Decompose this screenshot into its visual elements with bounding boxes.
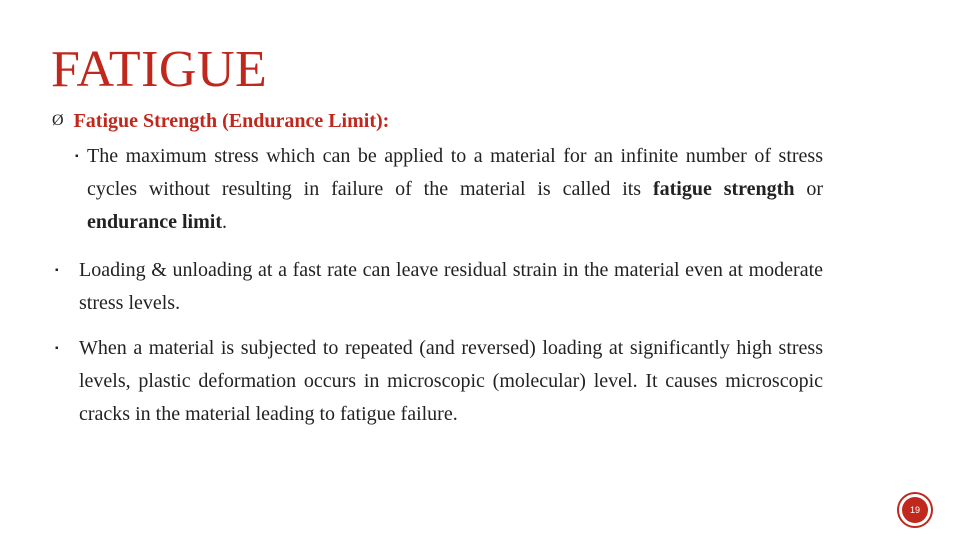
section-heading — [52, 108, 389, 134]
slide-margin — [0, 0, 14, 540]
loading-text: Loading & unloading at a fast rate can leave residual strain in the material even at moderate stress levels. — [79, 259, 823, 314]
term-endurance-limit: endurance limit — [87, 211, 222, 233]
square-bullet-icon: ▪ — [55, 343, 59, 354]
definition-text-start: The maximum stress which can be applied to a material for an infinite number of stress cycles without resulting in failure of the material is called its — [87, 145, 823, 200]
slide-title: FATIGUE — [51, 41, 268, 98]
page-number: 19 — [902, 497, 928, 523]
square-bullet-icon: ▪ — [75, 151, 79, 162]
page-number-badge — [897, 492, 933, 528]
section-heading-text: Fatigue Strength (Endurance Limit): — [73, 110, 390, 132]
definition-text-or: or — [794, 178, 823, 200]
definition-paragraph — [75, 140, 823, 239]
square-bullet-icon: ▪ — [55, 265, 59, 276]
term-fatigue-strength: fatigue strength — [652, 178, 795, 200]
arrow-bullet-icon: Ø — [52, 112, 64, 129]
definition-text-end: . — [222, 211, 227, 233]
repeated-loading-text: When a material is subjected to repeated (and reversed) loading at significantly high stress levels, plastic deformation occurs in microscopic (molecular) level. It causes microscopic cracks in the material leading to fatigue failure. — [79, 337, 823, 425]
loading-paragraph — [55, 254, 823, 320]
repeated-loading-paragraph — [55, 332, 823, 431]
